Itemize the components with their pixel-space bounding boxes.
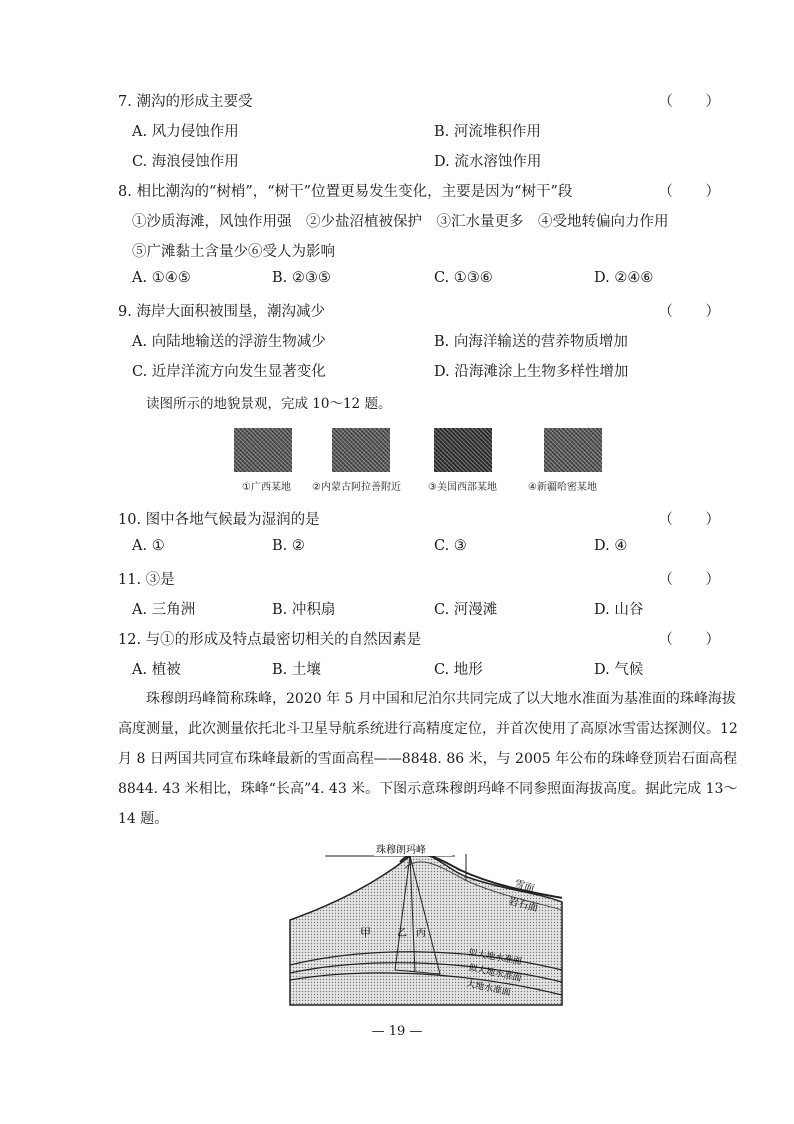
q10-option-c: C. ③ — [434, 538, 467, 554]
rock-surface-label: 岩石面 — [507, 896, 540, 915]
q10-option-a: A. ① — [132, 538, 165, 554]
q12-stem: 12. 与①的形成及特点最密切相关的自然因素是 — [118, 632, 422, 648]
q10-stem: 10. 图中各地气候最为湿润的是 — [118, 512, 320, 528]
label-jia: 甲 — [360, 926, 371, 939]
photo-guangxi — [234, 428, 292, 472]
passage-13-14: 珠穆朗玛峰简称珠峰，2020 年 5 月中国和尼泊尔共同完成了以大地水准面为基准面的珠峰海拔高度测量，此次测量依托北斗卫星导航系统进行高精度定位，并首次使用了高原冰雪雷达探测仪。12 月 8 日两国共同宣布珠峰最新的雪面高程——8848. 86 米，与 2005 年公布的珠峰登顶岩石面高程 8844. 43 米相比，珠峰“长高”4. 43 米。下图示意珠穆朗玛峰不同参照面海拔高度。据此完成 13～14 题。 — [118, 691, 738, 827]
q11-answer-paren[interactable]: （ ） — [658, 572, 734, 588]
page-number: — 19 — — [371, 1024, 423, 1039]
q8-stem: 8. 相比潮沟的“树梢”，“树干”位置更易发生变化，主要是因为“树干”段 — [118, 184, 573, 200]
q9-answer-paren[interactable]: （ ） — [658, 304, 734, 320]
q12-answer-paren[interactable]: （ ） — [658, 632, 734, 648]
q10-option-b: B. ② — [272, 538, 305, 554]
photo-caption-3: ③美国西部某地 — [428, 482, 497, 493]
q7-option-a: A. 风力侵蚀作用 — [132, 124, 239, 140]
q11-option-a: A. 三角洲 — [132, 602, 196, 618]
q12-option-c: C. 地形 — [434, 662, 483, 678]
q9-stem: 9. 海岸大面积被围垦，潮沟减少 — [118, 304, 325, 320]
q12-option-d: D. 气候 — [594, 662, 644, 678]
q7-option-b: B. 河流堆积作用 — [434, 124, 541, 140]
q7-stem: 7. 潮沟的形成主要受 — [118, 94, 253, 110]
q9-option-a: A. 向陆地输送的浮游生物减少 — [132, 334, 326, 350]
q8-items-line2: ⑤广滩黏土含量少⑥受人为影响 — [132, 244, 335, 260]
q9-option-b: B. 向海洋输送的营养物质增加 — [434, 334, 628, 350]
peak-label: 珠穆朗玛峰 — [376, 845, 426, 856]
snow-surface-label: 雪面 — [513, 878, 536, 896]
q11-option-d: D. 山谷 — [594, 602, 644, 618]
q7-option-c: C. 海浪侵蚀作用 — [132, 154, 239, 170]
photo-inner-mongolia — [332, 428, 390, 472]
q8-option-d: D. ②④⑥ — [594, 270, 654, 286]
surface-label-2: 似大地水准面 — [467, 963, 523, 985]
label-yi: 乙 — [397, 928, 407, 939]
intro-10-12: 读图所示的地貌景观，完成 10～12 题。 — [146, 396, 392, 412]
q10-answer-paren[interactable]: （ ） — [658, 512, 734, 528]
photo-caption-4: ④新疆哈密某地 — [528, 482, 597, 493]
photo-caption-1: ①广西某地 — [242, 482, 291, 493]
q11-option-c: C. 河漫滩 — [434, 602, 498, 618]
q8-option-a: A. ①④⑤ — [132, 270, 191, 286]
photo-us-west — [434, 428, 492, 472]
q11-stem: 11. ③是 — [118, 572, 175, 588]
photo-caption-2: ②内蒙古阿拉善附近 — [312, 482, 401, 493]
surface-label-3: 大地水准面 — [465, 979, 512, 999]
q9-option-c: C. 近岸洋流方向发生显著变化 — [132, 364, 326, 380]
q7-answer-paren[interactable]: （ ） — [658, 94, 734, 110]
surface-label-1: 似大地水准面 — [467, 948, 523, 968]
q11-option-b: B. 冲积扇 — [272, 602, 336, 618]
q9-option-d: D. 沿海滩涂上生物多样性增加 — [434, 364, 629, 380]
everest-reference-diagram — [280, 840, 570, 1020]
q10-option-d: D. ④ — [594, 538, 628, 554]
q12-option-a: A. 植被 — [132, 662, 181, 678]
landform-photos — [232, 428, 612, 498]
q8-answer-paren[interactable]: （ ） — [658, 184, 734, 200]
q8-option-b: B. ②③⑤ — [272, 270, 331, 286]
q7-option-d: D. 流水溶蚀作用 — [434, 154, 542, 170]
q8-items-line1: ①沙质海滩，风蚀作用强 ②少盐沼植被保护 ③汇水量更多 ④受地转偏向力作用 — [132, 214, 669, 230]
label-bing: 丙 — [416, 928, 426, 939]
mountain-body — [290, 854, 562, 1005]
photo-xinjiang — [544, 428, 602, 472]
q8-option-c: C. ①③⑥ — [434, 270, 493, 286]
q12-option-b: B. 土壤 — [272, 662, 321, 678]
